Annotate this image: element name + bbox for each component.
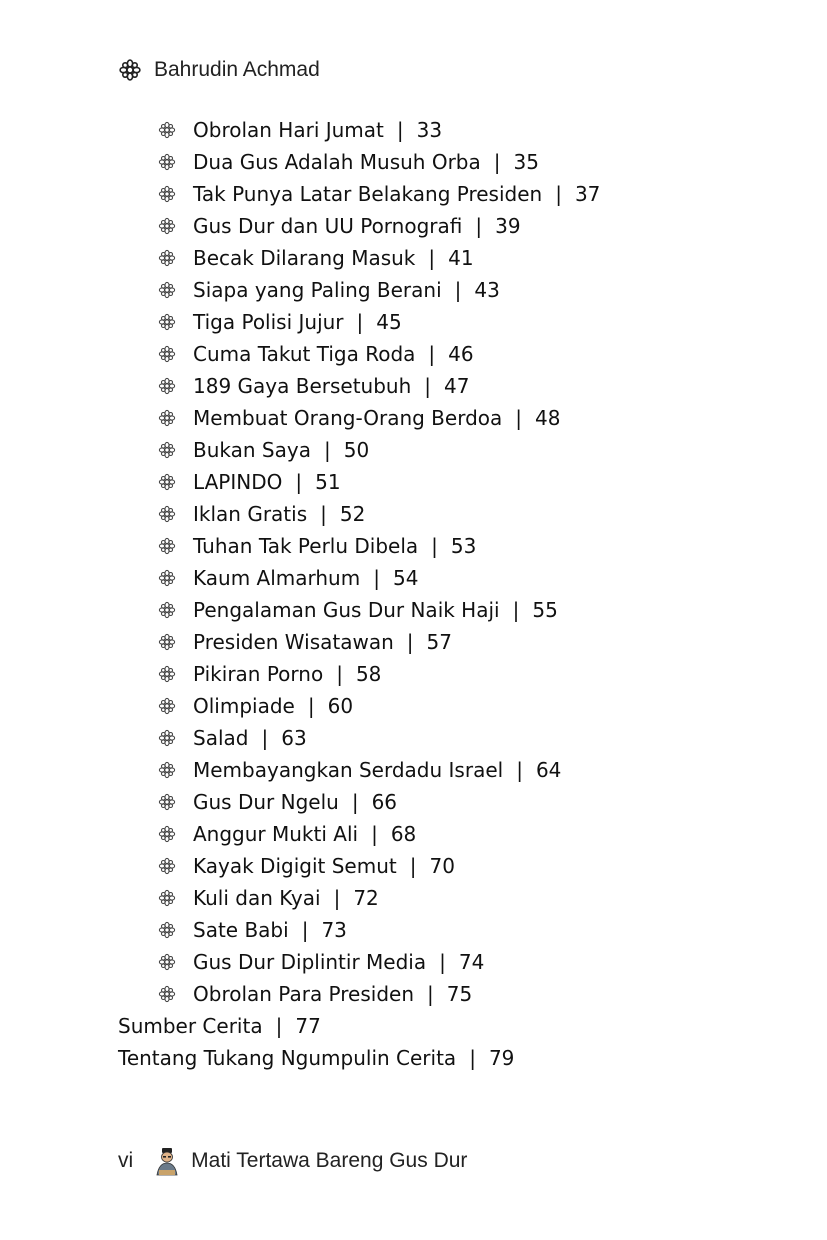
toc-separator: | — [373, 566, 380, 590]
toc-separator: | — [307, 694, 315, 718]
toc-entry-title: Iklan Gratis — [193, 502, 308, 526]
toc-entry-page: 52 — [339, 502, 366, 526]
toc-entry[interactable] — [0, 946, 827, 978]
toc-entry[interactable] — [0, 338, 827, 370]
flower-bullet-icon — [158, 569, 176, 587]
toc-entry-page: 50 — [343, 438, 370, 462]
toc-entry-title: LAPINDO — [193, 470, 283, 494]
toc-separator: | — [295, 470, 303, 494]
toc-entry[interactable] — [0, 466, 827, 498]
toc-entry-title: Kuli dan Kyai — [193, 886, 321, 910]
toc-entry-title: Kaum Almarhum — [193, 566, 361, 590]
flower-bullet-icon — [158, 761, 176, 779]
toc-entry-title: Obrolan Para Presiden — [193, 982, 415, 1006]
toc-entry-page: 75 — [446, 982, 473, 1006]
running-footer — [118, 1146, 467, 1176]
toc-entry-title: Sate Babi — [193, 918, 289, 942]
toc-separator: | — [493, 150, 501, 174]
toc-entry-page: 60 — [327, 694, 354, 718]
toc-entry-title: Membayangkan Serdadu Israel — [193, 758, 504, 782]
toc-entry-title: Bukan Saya — [193, 438, 311, 462]
toc-entry-title: Pengalaman Gus Dur Naik Haji — [193, 598, 500, 622]
toc-separator: | — [320, 502, 327, 526]
flower-bullet-icon — [158, 121, 176, 139]
toc-entry-page: 46 — [448, 342, 474, 366]
toc-separator: | — [406, 630, 414, 654]
toc-entry-page: 41 — [448, 246, 474, 270]
toc-entry-title: Tiga Polisi Jujur — [193, 310, 344, 334]
toc-entry-page: 35 — [513, 150, 539, 174]
flower-bullet-icon — [158, 825, 176, 843]
toc-entry[interactable] — [0, 146, 827, 178]
flower-bullet-icon — [158, 313, 176, 331]
flower-bullet-icon — [158, 857, 176, 875]
toc-entry-title: Tentang Tukang Ngumpulin Cerita — [118, 1046, 457, 1070]
toc-entry-page: 43 — [474, 278, 500, 302]
toc-entry-page: 45 — [376, 310, 402, 334]
toc-separator: | — [515, 406, 523, 430]
flower-bullet-icon — [158, 729, 176, 747]
toc-separator: | — [439, 950, 446, 974]
toc-entry-page: 70 — [429, 854, 455, 878]
toc-entry-title: Tuhan Tak Perlu Dibela — [193, 534, 419, 558]
flower-bullet-icon — [158, 537, 176, 555]
toc-entry-page: 68 — [390, 822, 417, 846]
flower-bullet-icon — [158, 505, 176, 523]
toc-separator: | — [396, 118, 404, 142]
toc-entry-page: 64 — [535, 758, 562, 782]
flower-bullet-icon — [158, 377, 176, 395]
toc-entry[interactable] — [0, 114, 827, 146]
toc-entry-page: 48 — [535, 406, 561, 430]
toc-separator: | — [336, 662, 343, 686]
toc-entry[interactable] — [0, 402, 827, 434]
toc-entry-page: 72 — [353, 886, 379, 910]
toc-entry[interactable] — [0, 210, 827, 242]
toc-entry-title: Pikiran Porno — [193, 662, 324, 686]
page-number: vi — [118, 1149, 134, 1172]
toc-entry[interactable] — [0, 274, 827, 306]
flower-bullet-icon — [158, 345, 176, 363]
toc-separator: | — [516, 758, 523, 782]
flower-bullet-icon — [158, 889, 176, 907]
toc-separator: | — [356, 310, 364, 334]
toc-separator: | — [409, 854, 417, 878]
toc-separator: | — [261, 726, 269, 750]
toc-entry[interactable] — [0, 594, 827, 626]
toc-entry-page: 51 — [315, 470, 341, 494]
flower-bullet-icon — [158, 281, 176, 299]
flower-bullet-icon — [158, 985, 176, 1003]
book-title: Mati Tertawa Bareng Gus Dur — [191, 1149, 468, 1172]
flower-bullet-icon — [158, 601, 176, 619]
toc-entry-page: 53 — [450, 534, 477, 558]
toc-entry-title: Sumber Cerita — [118, 1014, 263, 1038]
toc-entry-page: 57 — [426, 630, 452, 654]
flower-bullet-icon — [158, 409, 176, 427]
toc-entry-title: Obrolan Hari Jumat — [193, 118, 384, 142]
toc-entry-title: Presiden Wisatawan — [193, 630, 394, 654]
flower-bullet-icon — [158, 793, 176, 811]
toc-entry[interactable] — [0, 178, 827, 210]
toc-entry-title: Membuat Orang-Orang Berdoa — [193, 406, 503, 430]
flower-bullet-icon — [158, 921, 176, 939]
toc-entry-title: Olimpiade — [193, 694, 295, 718]
toc-entry[interactable] — [0, 690, 827, 722]
toc-separator: | — [351, 790, 359, 814]
toc-entry-page: 47 — [444, 374, 470, 398]
flower-bullet-icon — [158, 953, 176, 971]
toc-entry-title: Siapa yang Paling Berani — [193, 278, 442, 302]
toc-entry-title: Cuma Takut Tiga Roda — [193, 342, 416, 366]
flower-bullet-icon — [158, 441, 176, 459]
toc-entry[interactable] — [0, 914, 827, 946]
toc-entry-page: 55 — [532, 598, 558, 622]
toc-separator: | — [428, 342, 436, 366]
running-header — [118, 58, 320, 82]
toc-entry[interactable] — [0, 786, 827, 818]
toc-entry-title: 189 Gaya Bersetubuh — [193, 374, 412, 398]
toc-entry[interactable] — [0, 242, 827, 274]
toc-separator: | — [333, 886, 341, 910]
toc-entry[interactable] — [0, 1042, 827, 1074]
toc-entry-title: Anggur Mukti Ali — [193, 822, 359, 846]
toc-separator: | — [431, 534, 438, 558]
toc-entry-page: 58 — [355, 662, 382, 686]
toc-entry-title: Salad — [193, 726, 249, 750]
toc-separator: | — [424, 374, 432, 398]
toc-separator: | — [512, 598, 520, 622]
flower-bullet-icon — [158, 217, 176, 235]
portrait-caricature-icon — [153, 1146, 181, 1176]
toc-entry-title: Gus Dur dan UU Pornografi — [193, 214, 463, 238]
toc-entry-page: 33 — [416, 118, 443, 142]
toc-separator: | — [323, 438, 331, 462]
flower-bullet-icon — [158, 665, 176, 683]
flower-bullet-icon — [158, 473, 176, 491]
toc-entry[interactable] — [0, 818, 827, 850]
toc-entry[interactable] — [0, 562, 827, 594]
toc-entry-page: 39 — [495, 214, 521, 238]
flower-bullet-icon — [158, 697, 176, 715]
toc-entry-page: 74 — [458, 950, 485, 974]
toc-entry[interactable] — [0, 530, 827, 562]
toc-entry-title: Gus Dur Ngelu — [193, 790, 339, 814]
flower-bullet-icon — [158, 249, 176, 267]
toc-entry-page: 37 — [574, 182, 601, 206]
toc-separator: | — [275, 1014, 283, 1038]
toc-entry[interactable] — [0, 978, 827, 1010]
toc-entry-title: Dua Gus Adalah Musuh Orba — [193, 150, 481, 174]
toc-entry-title: Tak Punya Latar Belakang Presiden — [193, 182, 543, 206]
toc-entry[interactable] — [0, 658, 827, 690]
flower-bullet-icon — [158, 185, 176, 203]
toc-entry-title: Becak Dilarang Masuk — [193, 246, 416, 270]
toc-separator: | — [301, 918, 309, 942]
toc-entry-page: 63 — [281, 726, 307, 750]
toc-entry[interactable] — [0, 626, 827, 658]
toc-entry-title: Gus Dur Diplintir Media — [193, 950, 427, 974]
toc-entry[interactable] — [0, 882, 827, 914]
toc-entry[interactable] — [0, 850, 827, 882]
header-author: Bahrudin Achmad — [154, 58, 320, 81]
toc-entry-page: 73 — [321, 918, 347, 942]
toc-entry-page: 77 — [295, 1014, 321, 1038]
toc-separator: | — [428, 246, 436, 270]
toc-entry-page: 54 — [392, 566, 419, 590]
flower-ornament-icon — [118, 58, 142, 82]
toc-entry[interactable] — [0, 306, 827, 338]
toc-entry-title: Kayak Digigit Semut — [193, 854, 397, 878]
toc-entry[interactable] — [0, 434, 827, 466]
toc-separator: | — [475, 214, 483, 238]
flower-bullet-icon — [158, 633, 176, 651]
toc-entry[interactable] — [0, 498, 827, 530]
toc-entry[interactable] — [0, 1010, 827, 1042]
toc-entry[interactable] — [0, 722, 827, 754]
toc-entry[interactable] — [0, 754, 827, 786]
flower-bullet-icon — [158, 153, 176, 171]
table-of-contents — [0, 114, 827, 1074]
toc-entry[interactable] — [0, 370, 827, 402]
toc-separator: | — [469, 1046, 476, 1070]
toc-entry-page: 66 — [371, 790, 398, 814]
toc-separator: | — [371, 822, 378, 846]
toc-separator: | — [555, 182, 562, 206]
toc-entry-page: 79 — [488, 1046, 515, 1070]
toc-separator: | — [427, 982, 434, 1006]
toc-separator: | — [454, 278, 462, 302]
